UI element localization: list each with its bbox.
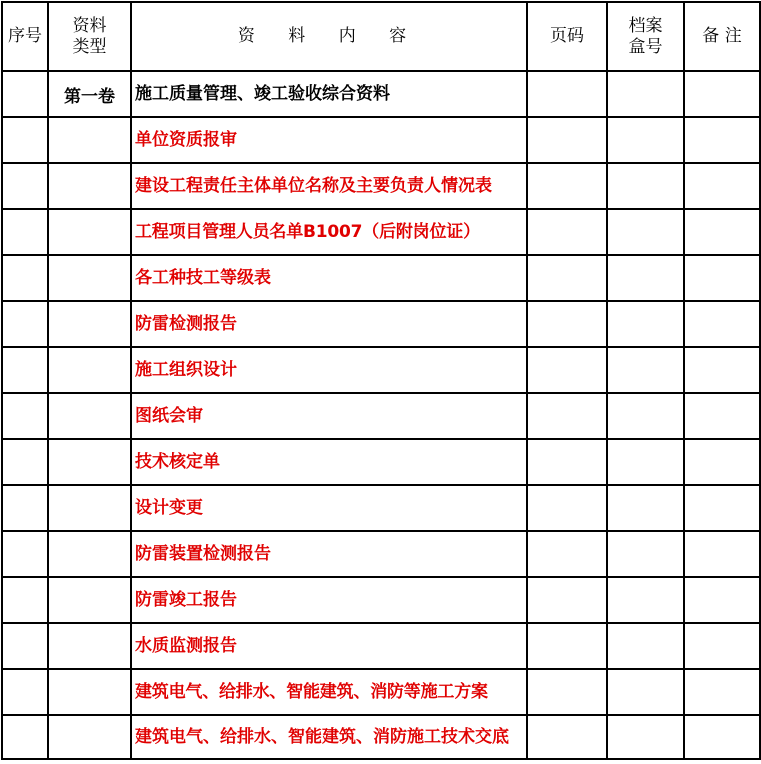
table-row bbox=[2, 715, 760, 759]
content-cell: 各工种技工等级表 bbox=[131, 255, 527, 301]
table-row bbox=[2, 669, 760, 715]
box-cell bbox=[607, 163, 684, 209]
page-cell bbox=[527, 117, 607, 163]
remark-cell bbox=[684, 669, 760, 715]
box-cell bbox=[607, 669, 684, 715]
box-cell bbox=[607, 117, 684, 163]
table-row bbox=[2, 163, 760, 209]
header-box-line2: 盒号 bbox=[628, 36, 663, 57]
remark-cell bbox=[684, 209, 760, 255]
header-type bbox=[48, 2, 131, 71]
type-cell bbox=[48, 255, 131, 301]
seq-cell bbox=[2, 531, 48, 577]
box-cell bbox=[607, 255, 684, 301]
content-cell: 技术核定单 bbox=[131, 439, 527, 485]
type-cell bbox=[48, 715, 131, 759]
page-cell bbox=[527, 439, 607, 485]
header-page: 页码 bbox=[527, 2, 607, 71]
page-cell bbox=[527, 485, 607, 531]
type-cell bbox=[48, 163, 131, 209]
content-cell: 建筑电气、给排水、智能建筑、消防施工技术交底 bbox=[131, 715, 527, 759]
seq-cell bbox=[2, 485, 48, 531]
box-cell bbox=[607, 577, 684, 623]
seq-cell bbox=[2, 577, 48, 623]
table-row bbox=[2, 485, 760, 531]
table-row bbox=[2, 71, 760, 117]
content-cell: 施工质量管理、竣工验收综合资料 bbox=[131, 71, 527, 117]
remark-cell bbox=[684, 623, 760, 669]
seq-cell bbox=[2, 117, 48, 163]
content-cell: 建筑电气、给排水、智能建筑、消防等施工方案 bbox=[131, 669, 527, 715]
type-cell: 第一卷 bbox=[48, 71, 131, 117]
seq-cell bbox=[2, 669, 48, 715]
content-cell: 施工组织设计 bbox=[131, 347, 527, 393]
box-cell bbox=[607, 393, 684, 439]
table-row bbox=[2, 117, 760, 163]
table-row bbox=[2, 209, 760, 255]
remark-cell bbox=[684, 485, 760, 531]
page-cell bbox=[527, 393, 607, 439]
page-cell bbox=[527, 347, 607, 393]
page-cell bbox=[527, 669, 607, 715]
header-seq: 序号 bbox=[2, 2, 48, 71]
remark-cell bbox=[684, 255, 760, 301]
remark-cell bbox=[684, 439, 760, 485]
header-box bbox=[607, 2, 684, 71]
content-cell: 单位资质报审 bbox=[131, 117, 527, 163]
box-cell bbox=[607, 623, 684, 669]
page-cell bbox=[527, 531, 607, 577]
content-cell: 设计变更 bbox=[131, 485, 527, 531]
page-cell bbox=[527, 715, 607, 759]
seq-cell bbox=[2, 347, 48, 393]
content-cell: 水质监测报告 bbox=[131, 623, 527, 669]
type-cell bbox=[48, 531, 131, 577]
content-cell: 建设工程责任主体单位名称及主要负责人情况表 bbox=[131, 163, 527, 209]
page-cell bbox=[527, 163, 607, 209]
seq-cell bbox=[2, 393, 48, 439]
table-row bbox=[2, 577, 760, 623]
type-cell bbox=[48, 393, 131, 439]
page-cell bbox=[527, 577, 607, 623]
remark-cell bbox=[684, 117, 760, 163]
header-type-line2: 类型 bbox=[72, 36, 107, 57]
remark-cell bbox=[684, 715, 760, 759]
type-cell bbox=[48, 485, 131, 531]
box-cell bbox=[607, 209, 684, 255]
table-row bbox=[2, 439, 760, 485]
type-cell bbox=[48, 577, 131, 623]
remark-cell bbox=[684, 163, 760, 209]
table-row bbox=[2, 393, 760, 439]
seq-cell bbox=[2, 209, 48, 255]
seq-cell bbox=[2, 439, 48, 485]
seq-cell bbox=[2, 163, 48, 209]
table-row bbox=[2, 623, 760, 669]
remark-cell bbox=[684, 347, 760, 393]
type-cell bbox=[48, 623, 131, 669]
box-cell bbox=[607, 301, 684, 347]
page-cell bbox=[527, 71, 607, 117]
seq-cell bbox=[2, 71, 48, 117]
remark-cell bbox=[684, 531, 760, 577]
seq-cell bbox=[2, 623, 48, 669]
header-remark: 备 注 bbox=[684, 2, 760, 71]
type-cell bbox=[48, 439, 131, 485]
table-row bbox=[2, 347, 760, 393]
header-row bbox=[2, 2, 760, 71]
type-cell bbox=[48, 117, 131, 163]
seq-cell bbox=[2, 301, 48, 347]
remark-cell bbox=[684, 393, 760, 439]
box-cell bbox=[607, 71, 684, 117]
box-cell bbox=[607, 485, 684, 531]
page-cell bbox=[527, 301, 607, 347]
type-cell bbox=[48, 347, 131, 393]
page-cell bbox=[527, 255, 607, 301]
seq-cell bbox=[2, 255, 48, 301]
content-cell: 工程项目管理人员名单B1007（后附岗位证） bbox=[131, 209, 527, 255]
content-cell: 防雷检测报告 bbox=[131, 301, 527, 347]
type-cell bbox=[48, 301, 131, 347]
content-cell: 防雷竣工报告 bbox=[131, 577, 527, 623]
table-row bbox=[2, 531, 760, 577]
box-cell bbox=[607, 531, 684, 577]
content-cell: 图纸会审 bbox=[131, 393, 527, 439]
remark-cell bbox=[684, 71, 760, 117]
content-cell: 防雷装置检测报告 bbox=[131, 531, 527, 577]
box-cell bbox=[607, 439, 684, 485]
remark-cell bbox=[684, 301, 760, 347]
table-row bbox=[2, 301, 760, 347]
box-cell bbox=[607, 347, 684, 393]
header-type-line1: 资料 bbox=[72, 15, 107, 36]
type-cell bbox=[48, 209, 131, 255]
table-row bbox=[2, 255, 760, 301]
header-box-line1: 档案 bbox=[628, 15, 663, 36]
archive-index-table bbox=[1, 1, 761, 760]
type-cell bbox=[48, 669, 131, 715]
page-cell bbox=[527, 209, 607, 255]
box-cell bbox=[607, 715, 684, 759]
remark-cell bbox=[684, 577, 760, 623]
header-content-label: 资 料 内 容 bbox=[237, 26, 421, 46]
seq-cell bbox=[2, 715, 48, 759]
page-cell bbox=[527, 623, 607, 669]
header-content bbox=[131, 2, 527, 71]
